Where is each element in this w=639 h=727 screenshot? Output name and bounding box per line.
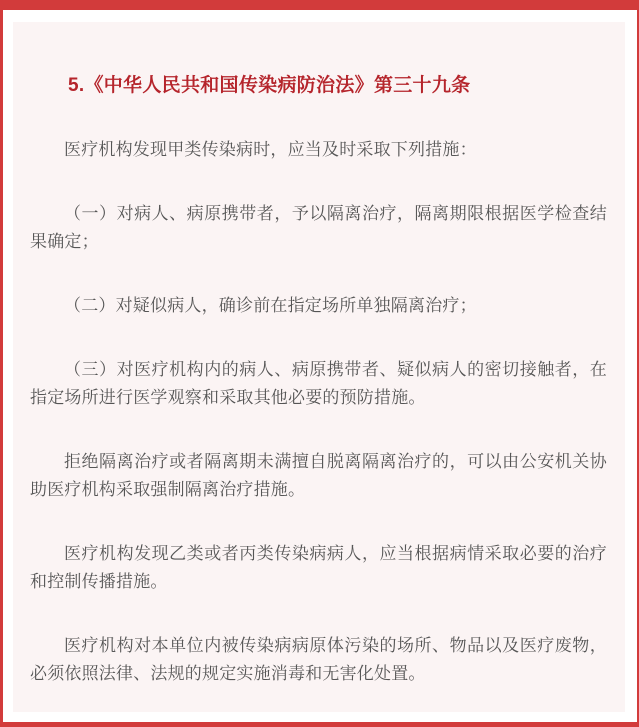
- paragraph-intro: 医疗机构发现甲类传染病时，应当及时采取下列措施：: [64, 140, 477, 159]
- paragraph-item-3: （三）对医疗机构内的病人、病原携带者、疑似病人的密切接触者，在指定场所进行医学观察和采取其他必要的预防措施。: [30, 360, 607, 407]
- content-panel: [13, 22, 625, 712]
- paragraph-item-2: （二）对疑似病人，确诊前在指定场所单独隔离治疗；: [64, 296, 477, 315]
- paragraph-disinfection: 医疗机构对本单位内被传染病病原体污染的场所、物品以及医疗废物，必须依照法律、法规的规定实施消毒和无害化处置。: [30, 636, 607, 683]
- article-heading: 5.《中华人民共和国传染病防治法》第三十九条: [68, 75, 471, 96]
- paragraph-class-b-c: 医疗机构发现乙类或者丙类传染病病人，应当根据病情采取必要的治疗和控制传播措施。: [30, 544, 607, 591]
- paragraph-item-1: （一）对病人、病原携带者，予以隔离治疗，隔离期限根据医学检查结果确定；: [30, 204, 607, 251]
- article-body: [30, 136, 607, 688]
- paragraph-refusal: 拒绝隔离治疗或者隔离期未满擅自脱离隔离治疗的，可以由公安机关协助医疗机构采取强制隔离治疗措施。: [30, 452, 607, 499]
